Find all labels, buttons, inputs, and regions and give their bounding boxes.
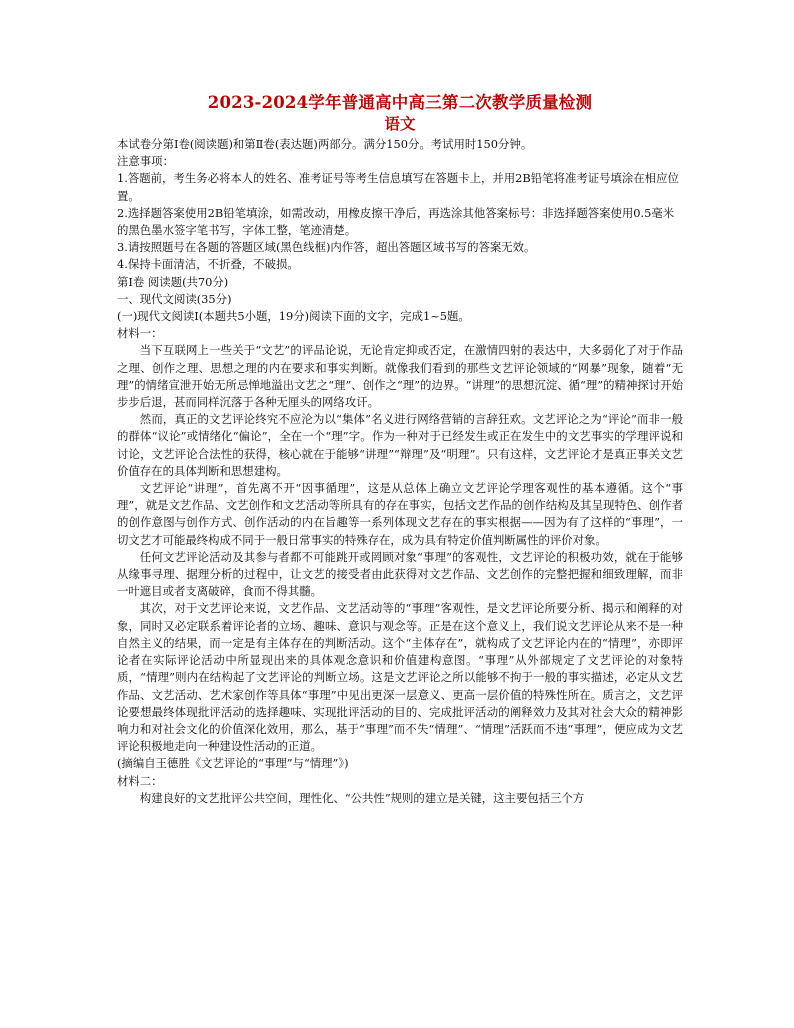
material-one-paragraph: 文艺评论“讲理”，首先离不开“因事循理”，这是从总体上确立文艺评论学理客观性的基本遵循。这个“事理”，就是文艺作品、文艺创作和文艺活动等所具有的存在事实，包括文艺作品的创作结构及其呈现特色、创作者的创作意图与创作方式、创作活动的内在旨趣等一系列体现文艺存在的事实根据——因为有了这样的“事理”，一切文艺才可能最终构成不同于一般日常事实的特殊存在，成为具有特定价值判断属性的评价对象。 bbox=[117, 481, 683, 547]
material-one-paragraph: 当下互联网上一些关于“文艺”的评品论说，无论肯定抑或否定，在激情四射的表达中，大多弱化了对于作品之理、创作之理、思想之理的内在要求和事实判断。就像我们看到的那些文艺评论领域的“网暴”现象，随着“无理”的情绪宣泄开始无所忌惮地溢出文艺之“理”、创作之“理”的边界。“讲理”的思想沉淀、循“理”的精神探讨开始步步后退，甚而同样沉落于各种无厘头的网络攻讦。 bbox=[117, 343, 683, 410]
material-one-paragraph: 然而，真正的文艺评论终究不应沦为以“集体”名义进行网络营销的言辞狂欢。文艺评论之为“评论”而非一般的群体“议论”或情绪化“偏论”，全在一个“理”字。作为一种对于已经发生或正在发生中的文艺事实的学理评说和讨论，文艺评论合法性的获得，核心就在于能够“讲理”“辩理”及“明理”。只有这样，文艺评论才是真正事关文艺价值存在的具体判断和思想建构。 bbox=[117, 412, 683, 478]
material-one-paragraph: 任何文艺评论活动及其参与者都不可能跳开或罔顾对象“事理”的客观性，文艺评论的积极功效，就在于能够从缘事寻理、据理分析的过程中，让文艺的接受者由此获得对文艺作品、文艺创作的完整把握和细致理解，而非一叶遮目或者支离破碎，食而不得其髓。 bbox=[117, 549, 683, 599]
material-two-label: 材料二： bbox=[117, 773, 163, 788]
notice-item-2: 2.选择题答案使用2B铅笔填涂，如需改动，用橡皮擦干净后，再选涂其他答案标号：非选择题答案使用0.5毫米的黑色墨水签字笔书写，字体工整，笔迹清楚。 bbox=[117, 205, 675, 238]
exam-title: 2023-2024学年普通高中高三第二次教学质量检测 bbox=[207, 93, 593, 112]
subquestion-heading: (一)现代文阅读Ⅰ(本题共5小题，19分)阅读下面的文字，完成1~5题。 bbox=[117, 309, 470, 324]
exam-info: 本试卷分第Ⅰ卷(阅读题)和第Ⅱ卷(表达题)两部分。满分150分。考试用时150分钟。 bbox=[117, 137, 533, 151]
notice-item-1: 1.答题前，考生务必将本人的姓名、准考证号等考生信息填写在答题卡上，并用2B铅笔将准考证号填涂在相应位置。 bbox=[117, 171, 679, 203]
notice-item-4: 4.保持卡面清洁，不折叠，不破损。 bbox=[117, 257, 299, 272]
notice-item-3: 3.请按照题号在各题的答题区域(黑色线框)内作答，超出答题区域书写的答案无效。 bbox=[117, 240, 536, 255]
material-two-paragraph: 构建良好的文艺批评公共空间，理性化、“公共性”规则的建立是关键，这主要包括三个方 bbox=[139, 790, 585, 805]
citation: (摘编自王德胜《文艺评论的“事理”与“情理”》) bbox=[117, 756, 349, 771]
subject-title: 语文 bbox=[384, 114, 416, 133]
material-one-label: 材料一： bbox=[117, 326, 163, 341]
part-heading: 第Ⅰ卷 阅读题(共70分) bbox=[117, 274, 229, 289]
question-heading: 一、现代文阅读(35分) bbox=[117, 291, 232, 306]
exam-page bbox=[117, 92, 683, 807]
notice-heading: 注意事项： bbox=[117, 154, 174, 169]
material-one-paragraph: 其次，对于文艺评论来说，文艺作品、文艺活动等的“事理”客观性，是文艺评论所要分析、揭示和阐释的对象，同时又必定联系着评论者的立场、趣味、意识与观念等。正是在这个意义上，我们说文艺评论从来不是一种自然主义的结果，而一定是有主体存在的判断活动。这个“主体存在”，就构成了文艺评论内在的“情理”，亦即评论者在实际评论活动中所显现出来的具体观念意识和价值建构意图。“事理”从外部规定了文艺评论的对象特质，“情理”则内在结构起了文艺评论的判断立场。这是文艺评论之所以能够不拘于一般的事实描述，必定从文艺作品、文艺活动、艺术家创作等具体“事理”中见出更深一层意义、更高一层价值的特殊性所在。质言之，文艺评论要想最终体现批评活动的选择趣味、实现批评活动的目的、完成批评活动的阐释效力及其对社会大众的精神影响力和对社会文化的价值深化效用，那么，基于“事理”而不失“情理”、“情理”活跃而不违“事理”，便应成为文艺评论积极地走向一种建设性活动的正道。 bbox=[117, 601, 683, 754]
